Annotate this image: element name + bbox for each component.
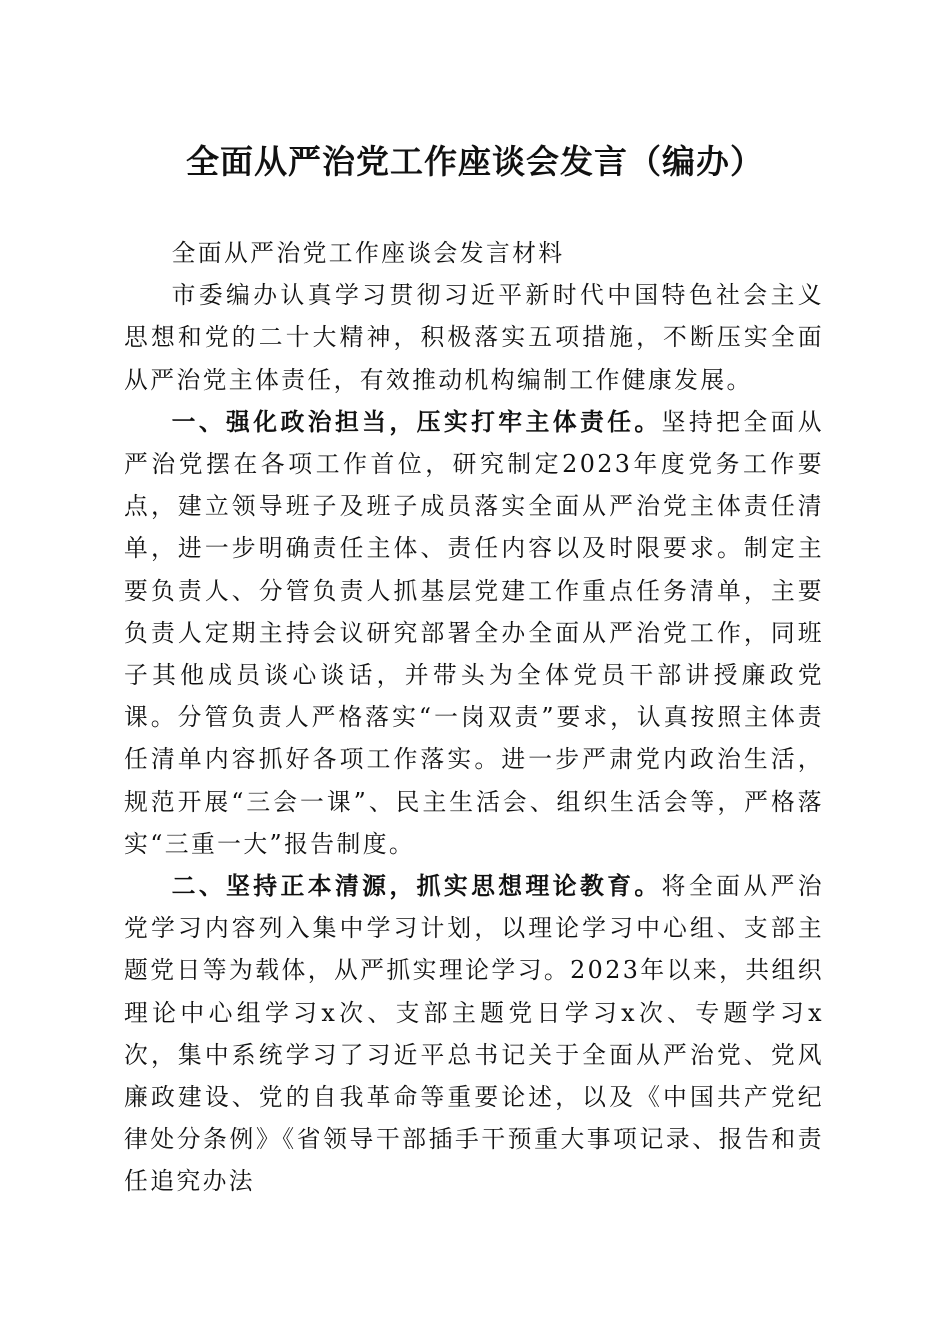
document-body	[124, 232, 824, 1203]
intro-paragraph: 市委编办认真学习贯彻习近平新时代中国特色社会主义思想和党的二十大精神，积极落实五项措施，不断压实全面从严治党主体责任，有效推动机构编制工作健康发展。	[124, 281, 824, 394]
section-2-heading: 二、坚持正本清源，抓实思想理论教育。	[171, 872, 662, 901]
section-2-paragraph	[124, 865, 824, 1203]
section-1-heading: 一、强化政治担当，压实打牢主体责任。	[171, 407, 662, 436]
section-1-paragraph	[124, 401, 824, 865]
section-2-text: 将全面从严治党学习内容列入集中学习计划，以理论学习中心组、支部主题党日等为载体，从严抓实理论学习。2023年以来，共组织理论中心组学习x次、支部主题党日学习x次、专题学习x次，集中系统学习了习近平总书记关于全面从严治党、党风廉政建设、党的自我革命等重要论述，以及《中国共产党纪律处分条例》《省领导干部插手干预重大事项记录、报告和责任追究办法	[124, 872, 824, 1196]
section-1-text: 坚持把全面从严治党摆在各项工作首位，研究制定2023年度党务工作要点，建立领导班子及班子成员落实全面从严治党主体责任清单，进一步明确责任主体、责任内容以及时限要求。制定主要负责人、分管负责人抓基层党建工作重点任务清单，主要负责人定期主持会议研究部署全办全面从严治党工作，同班子其他成员谈心谈话，并带头为全体党员干部讲授廉政党课。分管负责人严格落实“一岗双责”要求，认真按照主体责任清单内容抓好各项工作落实。进一步严肃党内政治生活，规范开展“三会一课”、民主生活会、组织生活会等，严格落实“三重一大”报告制度。	[124, 407, 824, 858]
document-subtitle: 全面从严治党工作座谈会发言材料	[171, 239, 565, 267]
document-title: 全面从严治党工作座谈会发言（编办）	[186, 142, 764, 181]
